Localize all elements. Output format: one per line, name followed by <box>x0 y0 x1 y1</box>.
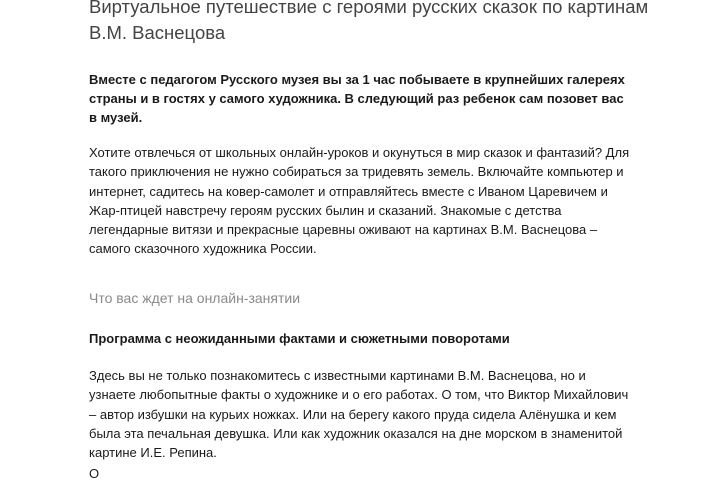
section-heading: Что вас ждет на онлайн-занятии <box>89 290 301 306</box>
program-paragraph: Здесь вы не только познакомитесь с известными картинами В.М. Васнецова, но и узнаете любопытные факты о художнике и о его работах. О том, что Виктор Михайлович – автор избушки на курьих ножках. Или на берегу какого пруда сидела Алёнушка и кем была эта печальная девушка. Или как художник оказался на дне морском в знаменитой картине И.Е. Репина. <box>89 368 629 461</box>
article-lead: Вместе с педагогом Русского музея вы за 1 час побываете в крупнейших галереях страны и в гостях у самого художника. В следующий раз ребенок сам позовет вас в музей. <box>89 72 625 125</box>
article-title: Виртуальное путешествие с героями русских сказок по картинам В.М. Васнецова <box>89 0 649 43</box>
intro-paragraph: Хотите отвлечься от школьных онлайн-уроков и окунуться в мир сказок и фантазий? Для такого приключения не нужно собираться за тридевять земель. Включайте компьютер и интернет, садитесь на ковер-самолет и отправляйтесь вместе с Иваном Царевичем и Жар-птицей навстречу героям русских былин и сказаний. Знакомые с детства легендарные витязи и прекрасные царевны оживают на картинах В.М. Васнецова – самого сказочного художника России. <box>89 145 630 257</box>
program-heading: Программа с неожиданными фактами и сюжетными поворотами <box>89 331 510 346</box>
next-paragraph-fragment: О <box>89 466 100 481</box>
